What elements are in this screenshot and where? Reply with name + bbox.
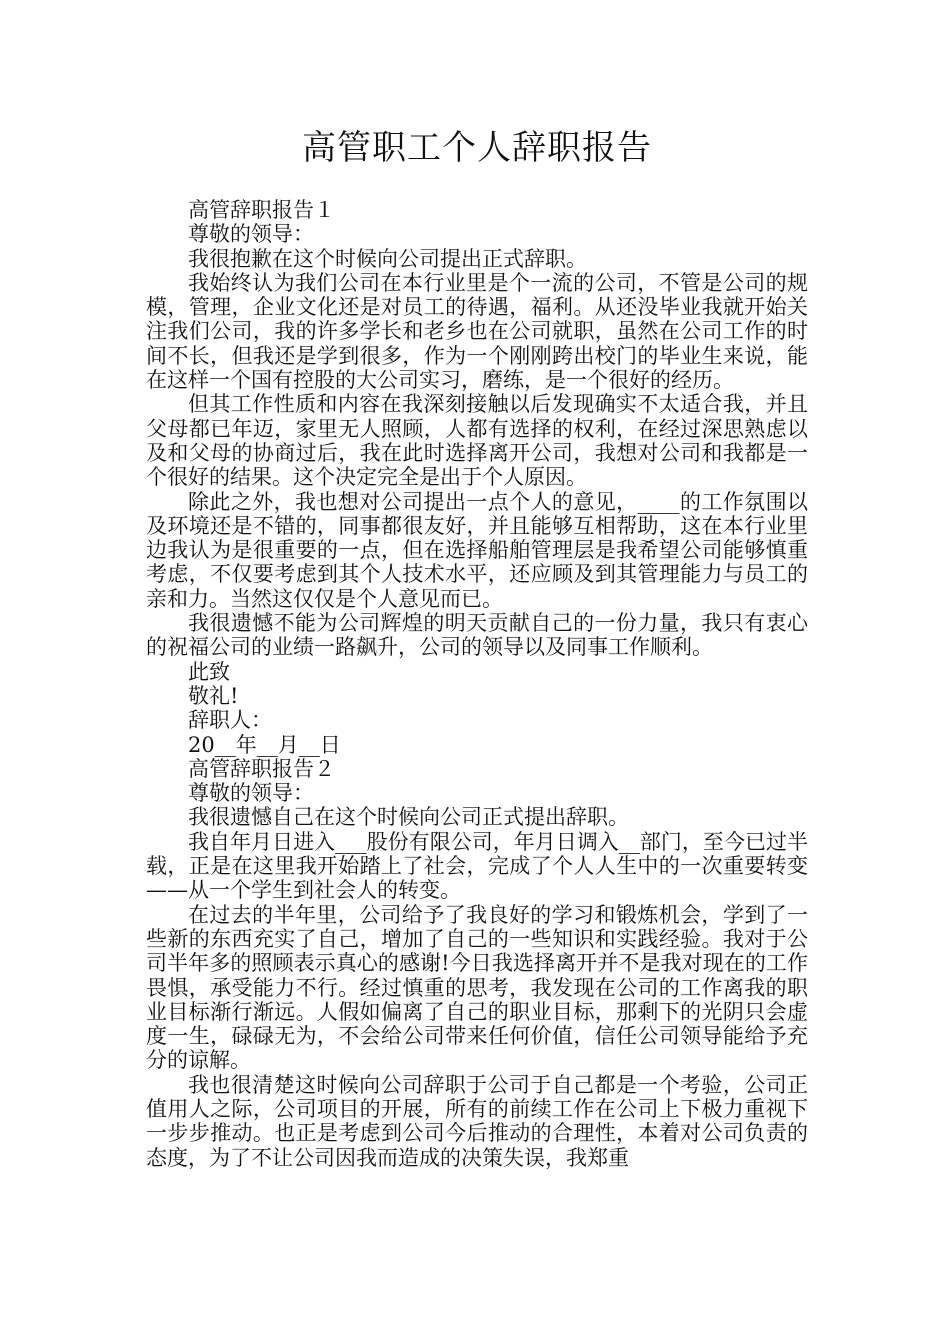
paragraph: 我自年月日进入___股份有限公司，年月日调入__部门，至今已过半载，正是在这里我开始踏上了社会，完成了个人人生中的一次重要转变——从一个学生到社会人的转变。	[146, 829, 808, 903]
signature-line: 辞职人：	[188, 708, 272, 733]
document-page	[146, 118, 808, 1170]
paragraph: 我始终认为我们公司在本行业里是个一流的公司，不管是公司的规模，管理，企业文化还是对员工的待遇，福利。从还没毕业我就开始关注我们公司，我的许多学长和老乡也在公司就职，虽然在公司工作的时间不长，但我还是学到很多，作为一个刚刚跨出校门的毕业生来说，能在这样一个国有控股的大公司实习，磨练，是一个很好的经历。	[146, 270, 808, 393]
closing-regards: 敬礼!	[188, 683, 239, 708]
paragraph: 高管辞职报告２	[188, 756, 335, 781]
document-body	[146, 198, 808, 1170]
paragraph: 我也很清楚这时候向公司辞职于公司于自己都是一个考验，公司正值用人之际，公司项目的开展，所有的前续工作在公司上下极力重视下一步步推动。也正是考虑到公司今后推动的合理性，本着对公司负责的态度，为了不让公司因我而造成的决策失误，我郑重	[146, 1072, 808, 1170]
document-title: 高管职工个人辞职报告	[302, 128, 652, 168]
date-line: 20__年__月__日	[188, 732, 341, 757]
paragraph: 我很遗憾不能为公司辉煌的明天贡献自己的一份力量，我只有衷心的祝福公司的业绩一路飙升，公司的领导以及同事工作顺利。	[146, 611, 808, 660]
paragraph: 除此之外，我也想对公司提出一点个人的意见，____的工作氛围以及环境还是不错的，同事都很友好，并且能够互相帮助，这在本行业里边我认为是很重要的一点，但在选择船舶管理层是我希望公司能够慎重考虑，不仅要考虑到其个人技术水平，还应顾及到其管理能力与员工的亲和力。当然这仅仅是个人意见而已。	[146, 489, 808, 611]
paragraph: 尊敬的领导：	[188, 781, 314, 806]
paragraph: 但其工作性质和内容在我深刻接触以后发现确实不太适合我，并且父母都已年迈，家里无人照顾，人都有选择的权利，在经过深思熟虑以及和父母的协商过后，我在此时选择离开公司，我想对公司和我都是一个很好的结果。这个决定完全是出于个人原因。	[146, 392, 808, 490]
closing-salutation: 此致	[188, 659, 230, 684]
paragraph: 高管辞职报告１	[188, 198, 335, 222]
paragraph: 我很抱歉在这个时候向公司提出正式辞职。	[188, 246, 587, 271]
paragraph: 尊敬的领导：	[188, 222, 314, 247]
paragraph: 在过去的半年里，公司给予了我良好的学习和锻炼机会，学到了一些新的东西充实了自己，增加了自己的一些知识和实践经验。我对于公司半年多的照顾表示真心的感谢!今日我选择离开并不是我对现在的工作畏惧，承受能力不行。经过慎重的思考，我发现在公司的工作离我的职业目标渐行渐远。人假如偏离了自己的职业目标，那剩下的光阴只会虚度一生，碌碌无为，不会给公司带来任何价值，信任公司领导能给予充分的谅解。	[146, 902, 808, 1073]
paragraph: 我很遗憾自己在这个时候向公司正式提出辞职。	[188, 805, 629, 830]
